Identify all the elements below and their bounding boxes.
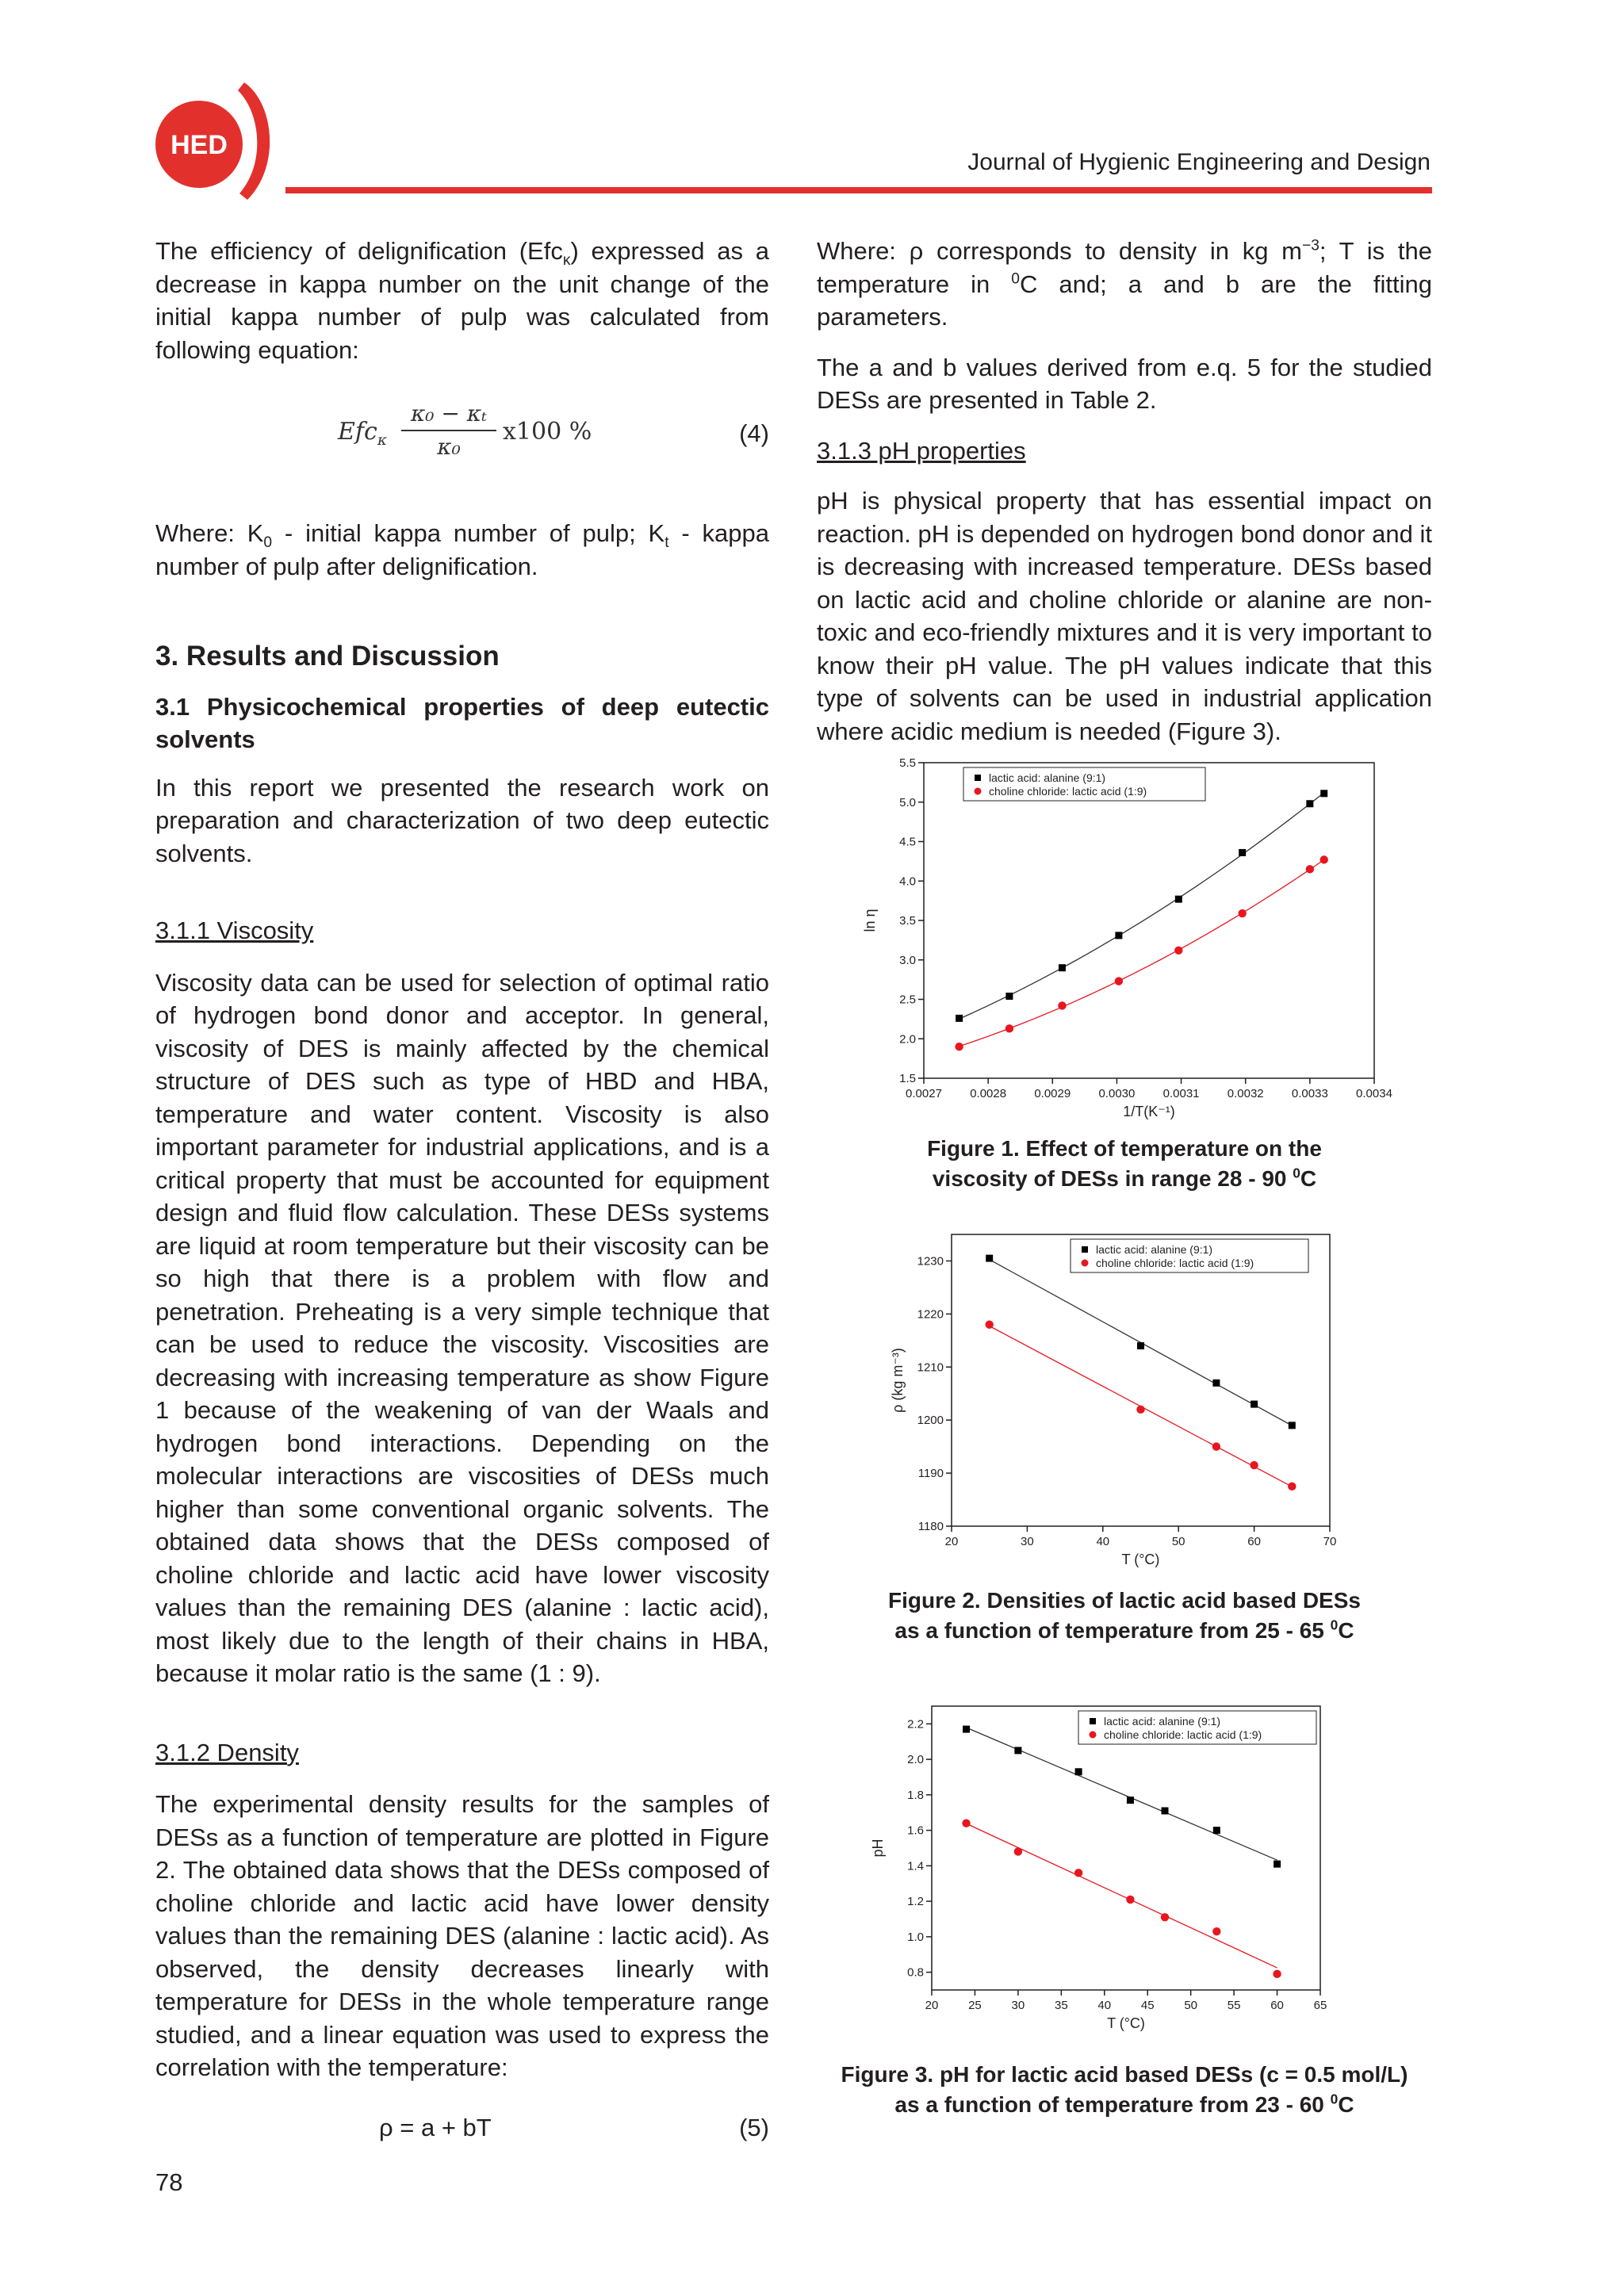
- y-tick-label: 1210: [917, 1360, 944, 1375]
- series-2-point: [1273, 1970, 1281, 1978]
- y-tick-label: 2.5: [899, 993, 916, 1007]
- legend-marker: [1090, 1718, 1096, 1724]
- y-tick-label: 1200: [917, 1414, 944, 1428]
- series-2-point: [1174, 947, 1182, 955]
- series-2-point: [1058, 1001, 1066, 1009]
- x-axis-label: T (°C): [1121, 1552, 1160, 1567]
- series-1-point: [1059, 964, 1066, 971]
- y-tick-label: 1.2: [907, 1895, 924, 1909]
- x-tick-label: 60: [1270, 1999, 1284, 2012]
- x-tick-label: 25: [968, 1999, 982, 2012]
- header-rule: [285, 187, 1432, 193]
- section-heading-3-1: 3.1 Physicochemical properties of deep eutectic solvents: [155, 692, 769, 753]
- page-number: 78: [155, 2168, 183, 2196]
- x-tick-label: 35: [1054, 1999, 1068, 2012]
- series-2-point: [1014, 1847, 1022, 1855]
- y-tick-label: 0.8: [907, 1965, 924, 1980]
- y-tick-label: 1.4: [907, 1859, 924, 1873]
- x-tick-label: 55: [1227, 1999, 1241, 2012]
- plot-frame: [932, 1706, 1320, 1990]
- y-axis-label: pH: [870, 1839, 886, 1858]
- x-tick-label: 0.0030: [1098, 1087, 1136, 1100]
- figure-2-chart: [868, 1225, 1344, 1582]
- series-1-fit-line: [959, 793, 1324, 1019]
- legend-marker: [1082, 1260, 1089, 1267]
- legend-marker: [975, 788, 982, 795]
- x-tick-label: 30: [1011, 1999, 1025, 2012]
- legend-marker: [975, 775, 981, 781]
- legend-label: lactic acid: alanine (9:1): [989, 771, 1106, 784]
- series-1-point: [956, 1015, 963, 1022]
- logo-text: HED: [170, 130, 228, 160]
- y-tick-label: 1.5: [899, 1072, 916, 1085]
- series-2-point: [962, 1819, 970, 1827]
- legend-label: lactic acid: alanine (9:1): [1104, 1715, 1221, 1728]
- paragraph-ph: pH is physical property that has essential impact on reaction. pH is depended on hydrogen bond donor and it is decreasing with increased temperature. DESs based on lactic acid and choline chloride or alanine are non-toxic and eco-friendly mixtures and it is very important to know their pH value. The pH values indicate that this type of solvents can be used in industrial application where acidic medium is needed (Figure 3).: [817, 487, 1432, 745]
- legend-label: choline chloride: lactic acid (1:9): [1096, 1257, 1254, 1269]
- series-2-fit-line: [967, 1823, 1277, 1968]
- legend-label: lactic acid: alanine (9:1): [1096, 1243, 1213, 1256]
- paragraph-ab-values: The a and b values derived from e.q. 5 for the studied DESs are presented in Table 2.: [817, 353, 1432, 414]
- series-2-point: [1005, 1024, 1013, 1032]
- x-tick-label: 40: [1097, 1999, 1112, 2012]
- series-1-point: [986, 1255, 993, 1262]
- series-2-point: [1212, 1927, 1220, 1935]
- y-tick-label: 5.5: [899, 756, 916, 770]
- x-tick-label: 45: [1140, 1999, 1155, 2012]
- x-tick-label: 0.0031: [1162, 1087, 1200, 1100]
- series-2-point: [1074, 1869, 1082, 1877]
- eq4-number: (4): [739, 419, 769, 447]
- plot-frame: [924, 763, 1374, 1078]
- x-tick-label: 50: [1184, 1999, 1198, 2012]
- y-tick-label: 4.0: [899, 874, 916, 889]
- x-tick-label: 30: [1021, 1535, 1034, 1548]
- plot-frame: [952, 1234, 1330, 1526]
- x-axis-label: 1/T(K⁻¹): [1123, 1104, 1175, 1119]
- section-heading-3: 3. Results and Discussion: [155, 641, 500, 672]
- y-tick-label: 1.6: [907, 1823, 924, 1838]
- y-tick-label: 1180: [917, 1520, 944, 1533]
- x-tick-label: 0.0034: [1356, 1087, 1392, 1100]
- eq5-formula: ρ = a + bT: [379, 2113, 492, 2141]
- x-tick-label: 60: [1247, 1535, 1261, 1548]
- series-1-point: [1289, 1422, 1296, 1429]
- series-1-fit-line: [967, 1728, 1277, 1860]
- x-tick-label: 0.0029: [1034, 1087, 1071, 1100]
- legend-label: choline chloride: lactic acid (1:9): [989, 785, 1147, 798]
- series-2-point: [1238, 909, 1246, 917]
- x-tick-label: 40: [1096, 1535, 1110, 1548]
- y-tick-label: 2.2: [907, 1717, 924, 1732]
- section-heading-3-1-3: 3.1.3 pH properties: [817, 436, 1026, 465]
- y-tick-label: 1.0: [907, 1930, 924, 1944]
- figure-2-caption: Figure 2. Densities of lactic acid based DESs as a function of temperature from 25 - 65 $^0$C: [888, 1588, 1361, 1643]
- y-tick-label: 3.5: [899, 914, 916, 928]
- left-column: [155, 235, 769, 2151]
- x-axis-label: T (°C): [1107, 2015, 1145, 2031]
- paragraph-where-k: Where: $K_0$ - initial kappa number of pulp; $K_t$ - kappa number of pulp after delignification.: [155, 519, 769, 580]
- x-tick-label: 65: [1313, 1999, 1327, 2012]
- y-tick-label: 2.0: [907, 1753, 924, 1767]
- equation-4: Efc$_\kappa$ $\frac{\text{κ₀ − κₜ}}{\text{κ₀}}$ x100 % (4): [155, 401, 769, 473]
- section-heading-3-1-2: 3.1.2 Density: [155, 1738, 299, 1766]
- series-2-point: [1212, 1442, 1220, 1450]
- series-2-point: [1320, 855, 1328, 863]
- y-axis-label: ln η: [862, 909, 878, 932]
- x-tick-label: 0.0032: [1227, 1087, 1264, 1100]
- y-tick-label: 1230: [917, 1254, 944, 1269]
- figure-3-chart: [870, 1697, 1352, 2045]
- series-2-point: [1161, 1913, 1169, 1921]
- legend-marker: [1082, 1246, 1088, 1253]
- series-1-point: [1175, 896, 1182, 903]
- paragraph-density: The experimental density results for the samples of DESs as a function of temperature are plotted in Figure 2. The obtained data shows that the DESs composed of choline chloride and lactic acid have lower density values than the remaining DES (alanine : lactic acid). As observed, the density decreases linearly with temperature for DESs in the whole temperature range studied, and a linear equation was used to express the correlation with the temperature:: [155, 1790, 769, 2081]
- eq4-denominator: κ₀: [437, 434, 461, 460]
- eq4-rhs: x100 %: [503, 418, 592, 446]
- logo-mark-icon: [155, 71, 274, 206]
- x-tick-label: 0.0028: [970, 1087, 1007, 1100]
- series-2-point: [1115, 977, 1123, 985]
- series-1-point: [1251, 1401, 1258, 1408]
- right-column: [817, 235, 1432, 765]
- y-tick-label: 2.0: [899, 1032, 916, 1047]
- journal-logo: [155, 71, 274, 206]
- series-1-point: [1162, 1808, 1169, 1815]
- series-1-point: [1212, 1380, 1220, 1387]
- series-1-point: [1127, 1797, 1134, 1804]
- series-2-point: [1126, 1896, 1134, 1904]
- x-tick-label: 50: [1171, 1535, 1185, 1548]
- series-1-point: [1005, 993, 1013, 1000]
- series-2-point: [986, 1321, 994, 1329]
- series-1-point: [1274, 1861, 1281, 1868]
- legend-label: choline chloride: lactic acid (1:9): [1104, 1728, 1262, 1741]
- equation-5: [155, 2111, 769, 2151]
- paragraph-intro: In this report we presented the research work on preparation and characterization of two deep eutectic solvents.: [155, 773, 769, 867]
- series-1-point: [1014, 1747, 1021, 1754]
- series-2-fit-line: [959, 859, 1324, 1046]
- y-tick-label: 1190: [917, 1467, 944, 1481]
- paragraph-rho-def: Where: ρ corresponds to density in kg $m^{-3}$; T is the temperature in $^0$C and; a and b are the fitting parameters.: [817, 237, 1432, 331]
- series-1-point: [1239, 849, 1246, 856]
- x-tick-label: 20: [925, 1999, 939, 2012]
- journal-title: Journal of Hygienic Engineering and Design: [967, 149, 1431, 175]
- x-tick-label: 0.0033: [1291, 1087, 1328, 1100]
- eq5-number: (5): [739, 2113, 769, 2141]
- figure-1-caption: Figure 1. Effect of temperature on the viscosity of DESs in range 28 - 90 $^0$C: [927, 1136, 1322, 1191]
- section-heading-3-1-1: 3.1.1 Viscosity: [155, 916, 314, 944]
- series-2-point: [1250, 1461, 1258, 1469]
- series-2-point: [1288, 1483, 1296, 1490]
- paragraph-viscosity: Viscosity data can be used for selection of optimal ratio of hydrogen bond donor and acceptor. In general, viscosity of DES is mainly affected by the chemical structure of DES such as type of HBD and HBA, temperature and water content. Viscosity is also important parameter for industrial applications, and is a critical property that must be accounted for equipment design and fluid flow calculation. These DESs systems are liquid at room temperature but their viscosity can be so high that there is a problem with flow and penetration. Preheating is a very simple technique that can be used to reduce the viscosity. Viscosities are decreasing with increasing temperature as show Figure 1 because of the weakening of van der Waals and hydrogen bond interactions. Depending on the molecular interactions are viscosities of DESs much higher than some conventional organic solvents. The obtained data shows that the DESs composed of choline chloride and lactic acid have lower viscosity values than the remaining DES (alanine : lactic acid), most likely due to the length of their chains in HBA, because it molar ratio is the same (1 : 9).: [155, 968, 769, 1687]
- series-1-point: [963, 1726, 970, 1733]
- x-tick-label: 70: [1323, 1535, 1337, 1548]
- y-tick-label: 1220: [917, 1307, 944, 1322]
- figure-1-chart: [860, 753, 1392, 1134]
- paragraph-efficiency: The efficiency of delignification (Efc$_\kappa$) expressed as a decrease in kappa number on the unit change of the initial kappa number of pulp was calculated from following equation:: [155, 237, 769, 364]
- legend-marker: [1090, 1732, 1097, 1739]
- y-tick-label: 1.8: [907, 1788, 924, 1802]
- series-2-point: [1136, 1406, 1144, 1414]
- series-1-point: [1075, 1768, 1082, 1775]
- x-tick-label: 0.0027: [906, 1087, 942, 1100]
- series-1-point: [1137, 1342, 1144, 1349]
- y-axis-label: ρ (kg m⁻³): [890, 1348, 906, 1413]
- series-1-point: [1306, 800, 1313, 807]
- y-tick-label: 3.0: [899, 953, 916, 967]
- series-1-point: [1320, 790, 1327, 797]
- figure-3-caption: Figure 3. pH for lactic acid based DESs (c = 0.5 mol/L) as a function of temperature from 23 - 60 $^0$C: [841, 2062, 1408, 2117]
- series-1-point: [1213, 1827, 1220, 1834]
- series-1-point: [1115, 932, 1122, 939]
- y-tick-label: 5.0: [899, 795, 916, 809]
- series-2-point: [955, 1043, 963, 1050]
- eq4-numerator: κ₀ − κₜ: [401, 398, 496, 431]
- x-tick-label: 20: [944, 1535, 959, 1548]
- series-2-point: [1306, 865, 1314, 873]
- y-tick-label: 4.5: [899, 835, 916, 849]
